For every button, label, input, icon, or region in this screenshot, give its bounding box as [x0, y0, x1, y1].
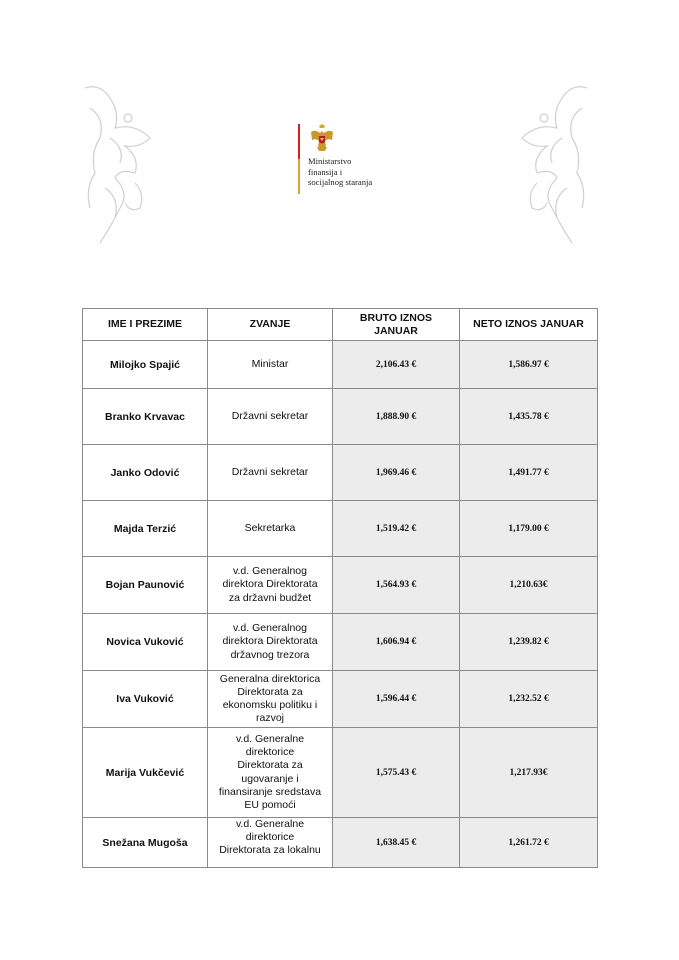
title-line: Državni sekretar [231, 409, 309, 422]
table-row [83, 818, 598, 868]
header-bruto: BRUTO IZNOS JANUAR [333, 309, 460, 341]
table-row [83, 389, 598, 445]
employee-title [208, 614, 333, 671]
table-row [83, 445, 598, 501]
employee-title [208, 445, 333, 501]
bruto-amount: 1,888.90 € [333, 389, 460, 445]
watermark-eagle-right-icon [512, 78, 592, 248]
title-line: direktorice [245, 746, 295, 759]
title-line: EU pomoći [244, 798, 296, 811]
employee-name: Majda Terzić [83, 501, 208, 557]
title-line: v.d. Generalne [235, 818, 305, 830]
title-line: Direktorata za lokalnu [219, 844, 321, 857]
ministry-name-line: socijalnog staranja [308, 177, 373, 187]
employee-name: Marija Vukčević [83, 728, 208, 818]
ministry-name-line: finansija i [308, 166, 343, 177]
title-line: Sekretarka [244, 521, 296, 534]
table-row [83, 501, 598, 557]
bruto-amount: 1,519.42 € [333, 501, 460, 557]
title-line: v.d. Generalne [235, 732, 305, 745]
title-line: direktora Direktorata [222, 578, 318, 591]
employee-title [208, 389, 333, 445]
header-title: ZVANJE [208, 309, 333, 341]
neto-amount: 1,261.72 € [460, 818, 598, 868]
bruto-amount: 1,596.44 € [333, 671, 460, 728]
table-row [83, 671, 598, 728]
ministry-name-line: Ministarstvo [308, 156, 352, 166]
neto-amount: 1,217.93€ [460, 728, 598, 818]
employee-name: Bojan Paunović [83, 557, 208, 614]
header-name: IME I PREZIME [83, 309, 208, 341]
neto-amount: 1,210.63€ [460, 557, 598, 614]
bruto-amount: 1,969.46 € [333, 445, 460, 501]
employee-title [208, 557, 333, 614]
employee-name: Milojko Spajić [83, 341, 208, 389]
employee-title [208, 818, 333, 868]
employee-name: Novica Vuković [83, 614, 208, 671]
title-line: državnog trezora [230, 648, 310, 661]
table-row [83, 728, 598, 818]
employee-name: Branko Krvavac [83, 389, 208, 445]
employee-name: Janko Odović [83, 445, 208, 501]
neto-amount: 1,435.78 € [460, 389, 598, 445]
title-line: v.d. Generalnog [233, 622, 307, 635]
neto-amount: 1,232.52 € [460, 671, 598, 728]
employee-title [208, 728, 333, 818]
neto-amount: 1,179.00 € [460, 501, 598, 557]
title-line: Državni sekretar [231, 465, 309, 478]
title-line: Ministar [251, 357, 289, 370]
neto-amount: 1,491.77 € [460, 445, 598, 501]
title-line: Direktorata za [237, 759, 303, 772]
salaries-table [82, 308, 598, 868]
employee-title [208, 671, 333, 728]
bruto-amount: 1,638.45 € [333, 818, 460, 868]
ministry-name [308, 156, 418, 188]
title-line: razvoj [255, 712, 284, 725]
employee-name: Snežana Mugoša [83, 818, 208, 868]
neto-amount: 1,586.97 € [460, 341, 598, 389]
bruto-amount: 1,606.94 € [333, 614, 460, 671]
logo-color-bar [298, 124, 300, 194]
title-line: Generalna direktorica [219, 672, 321, 685]
ministry-logo [298, 124, 418, 196]
title-line: v.d. Generalnog [233, 565, 307, 578]
table-row [83, 341, 598, 389]
title-line: Direktorata za [237, 685, 303, 698]
bruto-amount: 1,564.93 € [333, 557, 460, 614]
table-row [83, 614, 598, 671]
bruto-amount: 1,575.43 € [333, 728, 460, 818]
bruto-amount: 2,106.43 € [333, 341, 460, 389]
coat-of-arms-icon [308, 124, 336, 154]
title-line: finansiranje sredstava [218, 785, 322, 798]
table-row [83, 557, 598, 614]
table-header-row [83, 309, 598, 341]
neto-amount: 1,239.82 € [460, 614, 598, 671]
title-line: za državni budžet [228, 591, 312, 604]
employee-title [208, 501, 333, 557]
employee-title [208, 341, 333, 389]
watermark-eagle-left-icon [80, 78, 160, 248]
header-neto: NETO IZNOS JANUAR [460, 309, 598, 341]
title-line: ekonomsku politiku i [222, 699, 318, 711]
title-line: ugovaranje i [241, 772, 299, 785]
employee-name: Iva Vuković [83, 671, 208, 728]
title-line: direktora Direktorata [222, 635, 318, 648]
title-line: direktorice [245, 831, 295, 844]
